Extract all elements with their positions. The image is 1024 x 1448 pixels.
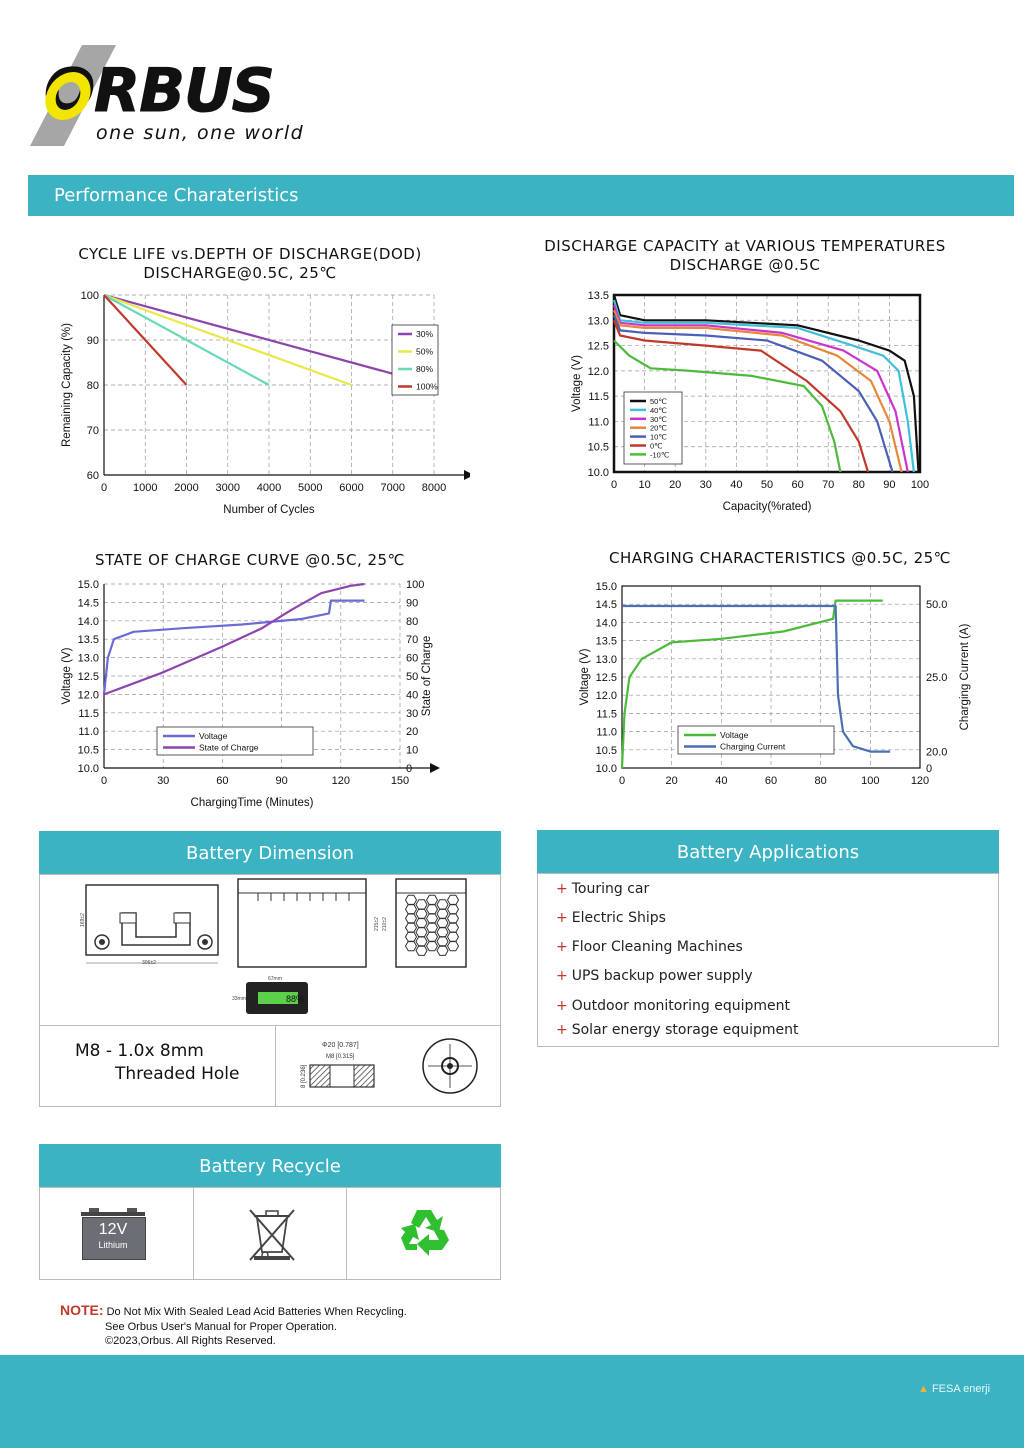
x-tick-label: 100 <box>861 775 880 787</box>
state-of-charge-chart <box>50 572 460 812</box>
recycle-divider-1 <box>193 1188 194 1279</box>
x-tick-label: 2000 <box>174 482 199 494</box>
x-tick-label: 120 <box>331 775 350 787</box>
note-label: NOTE: <box>60 1302 104 1318</box>
y-tick-label: 12.0 <box>587 365 609 378</box>
battery-icon <box>81 1208 145 1258</box>
legend-label: 0℃ <box>650 441 663 451</box>
y-tick-label: 14.0 <box>595 617 617 630</box>
hex-cell <box>406 941 417 951</box>
logo-brand: ORBUS <box>44 56 274 126</box>
battery-side-view <box>238 879 388 967</box>
x-tick-label: 60 <box>791 479 804 491</box>
x-axis-label: Capacity(%rated) <box>722 501 812 513</box>
hex-cell <box>406 895 417 905</box>
y-tick-label: 12.0 <box>595 690 617 703</box>
y-tick-label: 70 <box>86 425 99 437</box>
x-tick-label: 30 <box>157 775 170 787</box>
hex-cell <box>437 946 448 956</box>
y-tick-label: 12.5 <box>595 672 617 684</box>
x-tick-label: 7000 <box>380 482 405 494</box>
y-tick-label: 14.0 <box>77 615 99 628</box>
hex-cell <box>427 895 438 905</box>
y-tick-label: 11.0 <box>596 726 617 739</box>
hex-cell <box>427 904 438 914</box>
x-tick-label: 0 <box>100 482 108 494</box>
note-line1: Do Not Mix With Sealed Lead Acid Batteries When Recycling. <box>106 1306 407 1318</box>
y2-tick-label: 50.0 <box>926 599 948 612</box>
footer-brand-text: FESA enerji <box>931 1383 991 1395</box>
y2-tick-label: 20 <box>406 726 419 739</box>
terminal-line2: Threaded Hole <box>115 1064 240 1084</box>
y-axis-label: Voltage (V) <box>571 355 583 412</box>
y2-tick-label: 40 <box>406 689 419 702</box>
x-tick-label: 80 <box>852 479 865 491</box>
x-tick-label: 60 <box>764 775 778 787</box>
y-tick-label: 13.5 <box>595 635 617 648</box>
x-tick-label: 80 <box>814 775 827 787</box>
y-tick-label: 10.5 <box>595 744 617 757</box>
legend-label: 40℃ <box>650 405 667 415</box>
y-tick-label: 12.5 <box>77 671 99 683</box>
hex-cell <box>437 927 448 937</box>
x-tick-label: 20 <box>669 479 682 491</box>
terminal-line1: M8 - 1.0x 8mm <box>75 1041 204 1061</box>
y2-tick-label: 90 <box>406 597 419 610</box>
hex-cell <box>437 918 448 928</box>
hex-cell <box>437 900 448 910</box>
x-tick-label: 0 <box>100 775 108 787</box>
x-tick-label: 0 <box>610 479 618 491</box>
recycle-divider-2 <box>346 1188 347 1279</box>
battery-display <box>232 976 308 1014</box>
y-tick-label: 15.0 <box>595 581 617 593</box>
x-tick-label: 10 <box>638 479 651 491</box>
x-tick-label: 90 <box>275 775 288 787</box>
x-tick-label: 50 <box>760 479 774 491</box>
legend-label: 50℃ <box>650 397 667 406</box>
y-tick-label: 80 <box>86 380 99 392</box>
x-tick-label: 1000 <box>133 482 158 494</box>
hex-cell <box>427 914 438 924</box>
logo <box>30 42 320 152</box>
y-tick-label: 90 <box>86 335 99 347</box>
y-tick-label: 60 <box>86 470 99 482</box>
y-tick-label: 13.0 <box>595 653 617 666</box>
hex-cell <box>427 941 438 951</box>
dimension-banner <box>39 831 501 874</box>
x-tick-label: 5000 <box>298 482 323 494</box>
legend-label: 20℃ <box>650 423 667 433</box>
y2-tick-label: 0 <box>406 763 413 775</box>
y2-tick-label: 50 <box>406 671 419 683</box>
legend-label: 100% <box>416 381 438 392</box>
chart4-title: CHARGING CHARACTERISTICS @0.5C, 25℃ <box>608 549 952 567</box>
x-tick-label: 6000 <box>339 482 364 494</box>
y2-tick-label: 80 <box>406 615 419 628</box>
y-axis-label: Remaining Capacity (%) <box>61 323 73 447</box>
height2-label: 210±2 <box>382 917 388 931</box>
battery-type: Lithium <box>98 1240 128 1250</box>
legend-label: State of Charge <box>199 742 259 753</box>
battery-drawings <box>40 875 500 1025</box>
hex-cell <box>406 923 417 933</box>
y-tick-label: 11.5 <box>78 707 99 720</box>
footer-bar <box>0 1355 1024 1448</box>
hex-cell <box>448 895 459 905</box>
height-label: 215±2 <box>374 917 380 931</box>
crossed-bin-icon <box>242 1204 302 1264</box>
performance-banner <box>28 175 1014 216</box>
dim-outer-label: Φ20 [0.787] <box>322 1042 359 1049</box>
y-tick-label: 13.0 <box>77 652 99 665</box>
y-tick-label: 14.5 <box>77 597 99 610</box>
x-axis-label: ChargingTime (Minutes) <box>190 797 314 809</box>
hex-cell <box>448 923 459 933</box>
applications-banner <box>537 830 999 873</box>
x-tick-label: 60 <box>216 775 229 787</box>
hex-cell <box>406 914 417 924</box>
applications-panel <box>537 873 999 1047</box>
dimension-divider-v <box>275 1025 276 1106</box>
y-axis-label: Voltage (V) <box>61 647 73 705</box>
chart3-title: STATE OF CHARGE CURVE @0.5C, 25℃ <box>95 551 405 569</box>
x-tick-label: 100 <box>910 479 930 491</box>
battery-front-view <box>80 885 218 966</box>
charging-characteristics-chart <box>560 572 990 802</box>
y-tick-label: 100 <box>80 290 99 302</box>
y-tick-label: 11.0 <box>78 726 99 739</box>
application-item: + Electric Ships <box>556 910 666 926</box>
note-line3: ©2023,Orbus. All Rights Reserved. <box>105 1335 276 1347</box>
y-tick-label: 10.0 <box>595 763 617 775</box>
application-item: + Solar energy storage equipment <box>556 1022 799 1038</box>
hex-cell <box>448 914 459 924</box>
hex-cell <box>448 941 459 951</box>
application-item: + Touring car <box>556 881 650 897</box>
x-tick-label: 0 <box>618 775 626 787</box>
footer-brand <box>918 1383 990 1395</box>
x-axis-arrow <box>464 470 470 480</box>
series-line <box>104 584 365 694</box>
y-tick-label: 12.0 <box>77 689 99 702</box>
y2-tick-label: 25.0 <box>926 672 948 684</box>
y-tick-label: 10.5 <box>77 744 99 757</box>
y-tick-label: 13.0 <box>587 315 609 328</box>
x-axis-arrow <box>430 763 440 773</box>
recycle-panel <box>39 1187 501 1280</box>
y2-axis-label: State of Charge <box>421 635 433 717</box>
legend-label: 80% <box>416 364 434 374</box>
hex-cell <box>406 932 417 942</box>
hex-cell <box>416 909 427 919</box>
y2-axis-label: Charging Current (A) <box>959 623 971 731</box>
x-axis-label: Number of Cycles <box>223 504 315 516</box>
x-tick-label: 8000 <box>421 482 447 494</box>
applications-title: Battery Applications <box>676 842 860 863</box>
y2-tick-label: 60 <box>406 652 419 665</box>
y-tick-label: 11.0 <box>588 416 609 429</box>
display-h-label: 33mm <box>232 996 246 1002</box>
battery-voltage: 12V <box>98 1221 128 1238</box>
x-tick-label: 40 <box>715 775 728 787</box>
note-line2: See Orbus User's Manual for Proper Operation. <box>105 1321 337 1333</box>
logo-tagline: one sun, one world <box>96 122 305 144</box>
y2-tick-label: 20.0 <box>926 746 948 759</box>
display-w-label: 67mm <box>268 976 282 982</box>
x-tick-label: 150 <box>390 775 410 787</box>
legend-label: 10℃ <box>650 432 667 442</box>
legend-label: 50% <box>416 346 434 357</box>
terminal-drawing <box>280 1025 500 1105</box>
hex-cell <box>427 923 438 933</box>
y-tick-label: 12.5 <box>587 340 609 353</box>
chart2-subtitle: DISCHARGE @0.5C <box>669 256 821 274</box>
hex-cell <box>416 900 427 910</box>
footer-brand-icon: ▲ <box>918 1383 929 1395</box>
dimension-title: Battery Dimension <box>185 843 355 864</box>
width-label: 169±2 <box>80 913 86 927</box>
y-tick-label: 10.0 <box>77 763 99 775</box>
legend-label: 30℃ <box>650 414 667 424</box>
legend-label: Voltage <box>199 731 228 741</box>
dimension-panel <box>39 874 501 1107</box>
legend-label: Voltage <box>720 730 749 740</box>
legend-label: Charging Current <box>720 741 786 752</box>
hex-cell <box>448 932 459 942</box>
hex-cell <box>416 918 427 928</box>
legend-label: -10℃ <box>650 450 670 460</box>
x-tick-label: 70 <box>822 479 835 491</box>
hex-cell <box>416 946 427 956</box>
length-label: 306±2 <box>142 960 156 966</box>
recycle-icon <box>397 1206 451 1258</box>
y-tick-label: 10.0 <box>587 467 609 479</box>
display-text: 88% <box>286 994 305 1004</box>
hex-cell <box>416 937 427 947</box>
discharge-capacity-chart <box>550 285 950 525</box>
application-item: + Floor Cleaning Machines <box>556 939 743 955</box>
y-tick-label: 11.5 <box>596 708 617 721</box>
hex-cell <box>437 937 448 947</box>
chart1-title: CYCLE LIFE vs.DEPTH OF DISCHARGE(DOD) <box>78 245 422 263</box>
x-tick-label: 3000 <box>215 482 240 494</box>
recycle-banner <box>39 1144 501 1187</box>
x-tick-label: 30 <box>699 479 712 491</box>
y-tick-label: 15.0 <box>77 579 99 591</box>
hex-cell <box>406 904 417 914</box>
note <box>60 1303 480 1319</box>
hex-cell <box>427 932 438 942</box>
cycle-life-chart <box>50 285 470 525</box>
application-item: + UPS backup power supply <box>556 968 753 984</box>
x-tick-label: 90 <box>883 479 896 491</box>
y2-tick-label: 100 <box>406 579 425 591</box>
dim-inner-label: M8 [0.315] <box>326 1054 355 1060</box>
legend-label: 30% <box>416 329 434 339</box>
dim-depth-label: 8 [0.236] <box>301 1064 307 1088</box>
chart1-subtitle: DISCHARGE@0.5C, 25℃ <box>143 264 337 282</box>
y-tick-label: 13.5 <box>587 290 609 302</box>
hex-cell <box>437 909 448 919</box>
chart2-title: DISCHARGE CAPACITY at VARIOUS TEMPERATURES <box>544 237 946 255</box>
y2-tick-label: 70 <box>406 634 419 647</box>
x-tick-label: 120 <box>910 775 930 787</box>
y2-tick-label: 10 <box>406 744 419 757</box>
y-tick-label: 10.5 <box>587 441 609 454</box>
x-tick-label: 20 <box>665 775 678 787</box>
y-tick-label: 14.5 <box>595 599 617 612</box>
x-tick-label: 4000 <box>256 482 282 494</box>
x-tick-label: 40 <box>730 479 743 491</box>
y-axis-label: Voltage (V) <box>579 648 591 706</box>
y2-tick-label: 0 <box>926 763 933 775</box>
application-item: + Outdoor monitoring equipment <box>556 998 790 1014</box>
y-tick-label: 11.5 <box>588 391 609 404</box>
y2-tick-label: 30 <box>406 707 419 720</box>
section-title: Performance Charateristics <box>54 185 299 206</box>
battery-end-view <box>396 879 466 967</box>
y-tick-label: 13.5 <box>77 634 99 647</box>
hex-cell <box>448 904 459 914</box>
hex-cell <box>416 927 427 937</box>
recycle-title: Battery Recycle <box>199 1156 341 1177</box>
